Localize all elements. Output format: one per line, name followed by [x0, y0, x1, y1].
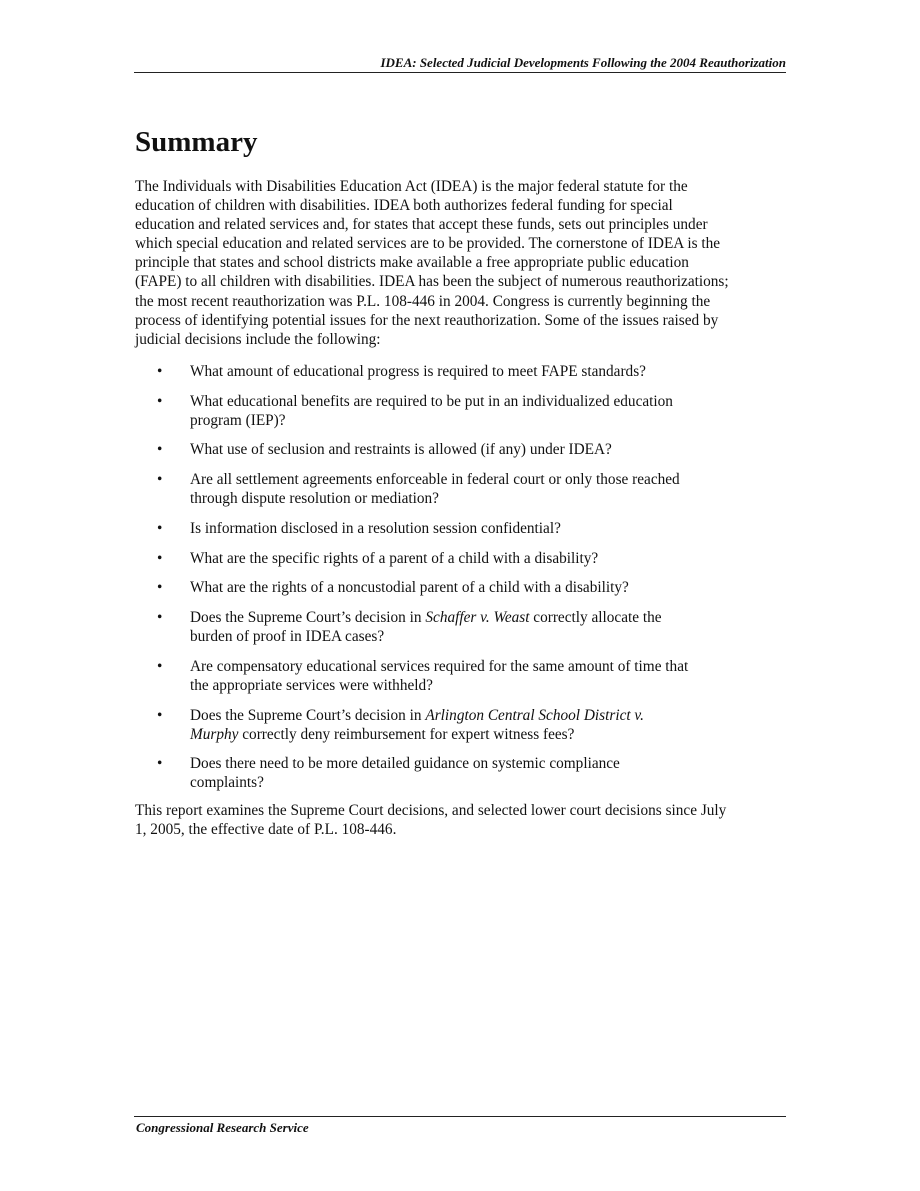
bullet-item: [135, 362, 735, 381]
bullet-text-segment: complaints?: [190, 774, 264, 792]
bullet-text-segment: What educational benefits are required to be put in an individualized education: [190, 392, 673, 410]
bullet-glyph: •: [157, 657, 163, 675]
case-name: Murphy: [190, 725, 239, 743]
bullet-text-segment: program (IEP)?: [190, 411, 286, 429]
bullet-text: [190, 363, 646, 380]
bullet-glyph: •: [157, 392, 163, 410]
intro-line: principle that states and school districts make available a free appropriate public education: [135, 254, 689, 272]
bullet-text: [190, 658, 688, 694]
bullet-item: [135, 392, 735, 430]
closing-line: 1, 2005, the effective date of P.L. 108-446.: [135, 821, 397, 839]
case-name: Schaffer v. Weast: [425, 609, 530, 626]
bullet-text-segment: burden of proof in IDEA cases?: [190, 628, 385, 646]
bullet-glyph: •: [157, 609, 163, 626]
bullet-item: [135, 657, 735, 695]
bullet-glyph: •: [157, 471, 163, 489]
bullet-item: [135, 549, 735, 568]
bullet-text: [190, 520, 561, 537]
bullet-text-segment: Are compensatory educational services required for the same amount of time that: [190, 657, 689, 675]
bullet-glyph: •: [157, 519, 163, 537]
bullet-text-segment: Does there need to be more detailed guidance on systemic compliance: [190, 755, 620, 773]
footer-organization: Congressional Research Service: [136, 1120, 309, 1135]
bullet-glyph: •: [157, 549, 163, 567]
bullet-glyph: •: [157, 579, 163, 597]
bullet-glyph: •: [157, 441, 163, 459]
bullet-text: [190, 755, 620, 791]
bullet-glyph: •: [157, 363, 163, 380]
bullet-text: [190, 579, 629, 596]
bullet-text-segment: What use of seclusion and restraints is allowed (if any) under IDEA?: [190, 441, 612, 459]
bullet-text-segment: What are the specific rights of a parent of a child with a disability?: [190, 549, 599, 567]
footer-rule: [134, 1116, 786, 1117]
intro-line: (FAPE) to all children with disabilities. IDEA has been the subject of numerous reauthorizations;: [135, 273, 729, 291]
closing-paragraph: [135, 801, 787, 839]
bullet-glyph: •: [157, 755, 163, 773]
intro-line: the most recent reauthorization was P.L. 108-446 in 2004. Congress is currently beginning the: [135, 292, 711, 310]
bullet-text-segment: through dispute resolution or mediation?: [190, 490, 439, 508]
bullet-text: [190, 471, 680, 507]
bullet-item: [135, 754, 735, 792]
bullet-text: [190, 550, 598, 567]
bullet-text-segment: the appropriate services were withheld?: [190, 676, 433, 694]
bullet-text-segment: What amount of educational progress is required to meet FAPE standards?: [190, 363, 646, 380]
intro-line: judicial decisions include the following:: [135, 330, 381, 348]
bullet-item: [135, 608, 735, 646]
bullet-glyph: •: [157, 706, 163, 724]
bullet-text-segment: Is information disclosed in a resolution session confidential?: [190, 519, 561, 537]
bullet-text-segment: What are the rights of a noncustodial parent of a child with a disability?: [190, 579, 629, 597]
bullet-item: [135, 578, 735, 597]
intro-line: which special education and related services are to be provided. The cornerstone of IDEA is the: [135, 235, 721, 253]
intro-line: education of children with disabilities. IDEA both authorizes federal funding for special: [135, 197, 673, 215]
case-name: Arlington Central School District v.: [425, 706, 644, 724]
running-header: IDEA: Selected Judicial Developments Following the 2004 Reauthorization: [380, 55, 786, 70]
bullet-text-segment: correctly allocate the: [529, 609, 662, 626]
intro-line: education and related services and, for states that accept these funds, sets out principles under: [135, 216, 708, 234]
bullet-text-segment: Are all settlement agreements enforceable in federal court or only those reached: [190, 471, 680, 489]
intro-line: process of identifying potential issues for the next reauthorization. Some of the issues raised by: [135, 311, 719, 329]
bullet-text: [190, 707, 644, 743]
bullet-text-segment: Does the Supreme Court’s decision in: [190, 706, 426, 724]
bullet-item: [135, 470, 735, 508]
bullet-text: [190, 441, 612, 458]
closing-line: This report examines the Supreme Court decisions, and selected lower court decisions since July: [135, 802, 727, 819]
bullet-item: [135, 440, 735, 459]
bullet-item: [135, 519, 735, 538]
intro-paragraph: [135, 177, 787, 349]
header-rule: [134, 72, 786, 73]
bullet-item: [135, 706, 735, 744]
issues-bullet-list: [135, 362, 735, 803]
section-title: Summary: [135, 126, 258, 158]
bullet-text: [190, 609, 662, 645]
bullet-text: [190, 393, 673, 429]
bullet-text-segment: correctly deny reimbursement for expert witness fees?: [238, 725, 575, 743]
intro-line: The Individuals with Disabilities Education Act (IDEA) is the major federal statute for the: [135, 178, 688, 195]
bullet-text-segment: Does the Supreme Court’s decision in: [190, 609, 426, 626]
